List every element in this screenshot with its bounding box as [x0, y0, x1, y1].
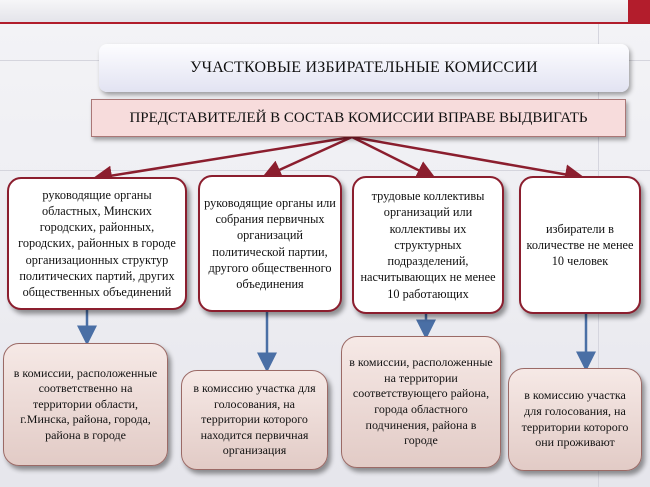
target-box-1: в комиссии, расположенные соответственно на территории области, г.Минска, района, города, района в городе [3, 343, 168, 466]
nominator-box-1: руководящие органы областных, Минских городских, районных, городских, районных в городе организационных структур политических партий, других общественных объединений [7, 177, 187, 310]
nominator-box-2: руководящие органы или собрания первичных организаций политической партии, другого общественного объединения [198, 175, 342, 312]
nominator-box-4: избиратели в количестве не менее 10 человек [519, 176, 641, 314]
connector-to-nominator-4 [352, 137, 580, 177]
target-box-4: в комиссию участка для голосования, на территории которого они проживают [508, 368, 642, 471]
target-box-3: в комиссии, расположенные на территории соответствующего района, города областного подчинения, района в городе [341, 336, 501, 468]
page-title: УЧАСТКОВЫЕ ИЗБИРАТЕЛЬНЫЕ КОМИССИИ [99, 44, 629, 92]
subtitle-banner: ПРЕДСТАВИТЕЛЕЙ В СОСТАВ КОМИССИИ ВПРАВЕ ВЫДВИГАТЬ [91, 99, 626, 137]
target-box-2: в комиссию участка для голосования, на территории которого находится первичная организация [181, 370, 328, 470]
nominator-box-3: трудовые коллективы организаций или коллективы их структурных подразделений, насчитывающих не менее 10 работающих [352, 176, 504, 314]
connector-to-nominator-1 [97, 137, 352, 178]
